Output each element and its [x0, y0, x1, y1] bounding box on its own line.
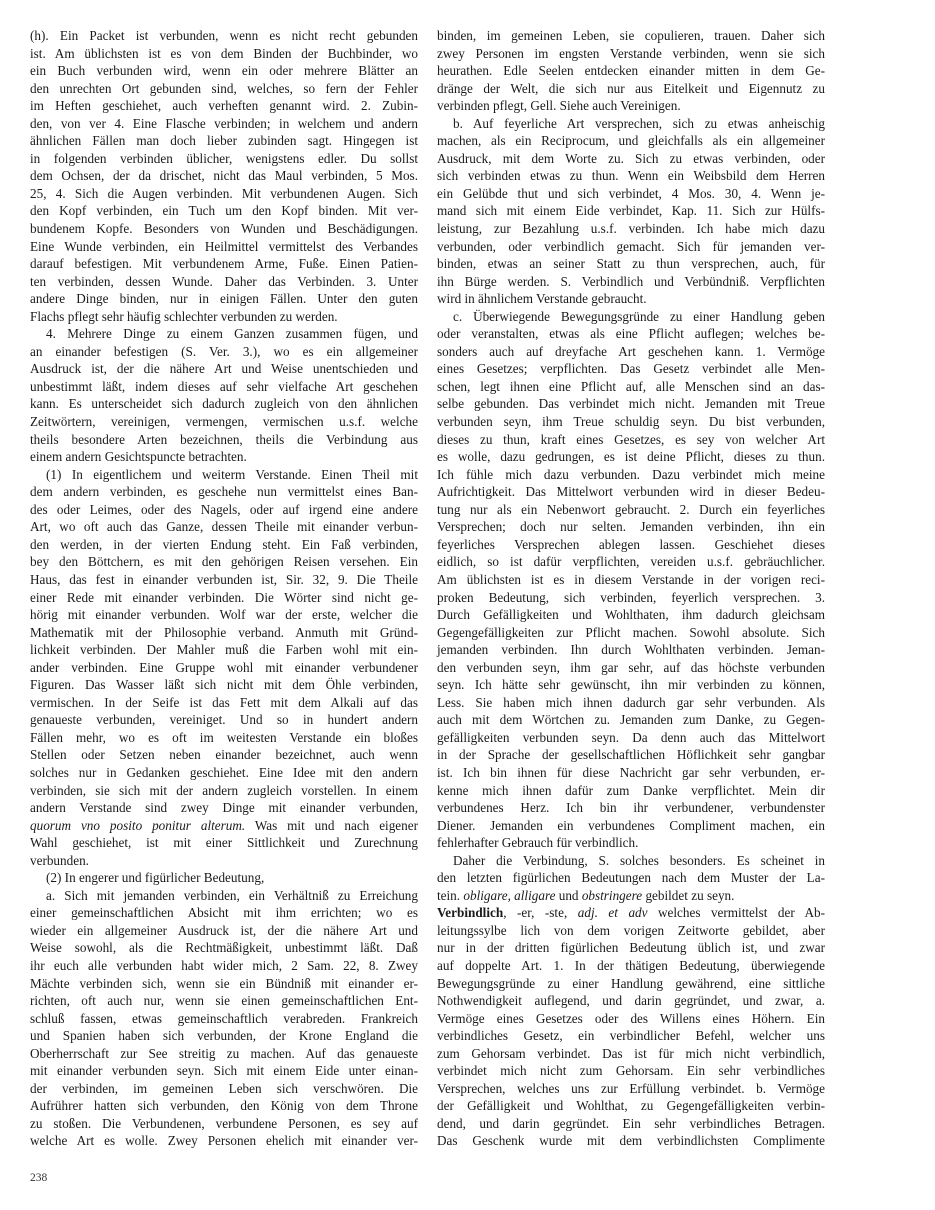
text-line: selbe gebunden. Das verbindet mich nicht. Jemanden mit Treue	[437, 396, 825, 412]
text-line: verbinden, sie sich mit der andern zugleich vorstellen. In einem	[30, 782, 418, 798]
text-line: Wahl geschiehet, ist mit einer Sittlichkeit und Zurechnung	[30, 835, 418, 851]
text-line: ihr euch alle verbunden habt wider mich, 2 Sam. 22, 8. Zwey	[30, 957, 418, 973]
text-line: solches nur in Gedanken geschiehet. Eine Idee mit den andern	[30, 764, 418, 780]
text-line: Aufrichtigkeit. Das Mittelwort verbunden wird in dieser Bedeu-	[437, 484, 825, 500]
text-line: wird in ähnlichem Verstande gebraucht.	[437, 291, 647, 307]
text-line: dieses zu thun, kraft eines Gesetzes, es sey von welcher Art	[437, 431, 825, 447]
text-line: Mathematik mit der Philosophie verband. Anmuth mit Gründ-	[30, 624, 418, 640]
text-line: dem Ochsen, der da drischet, nicht das Maul verbinden, 5 Mos.	[30, 168, 418, 184]
text-segment: gebildet zu seyn.	[642, 887, 735, 903]
text-line: bey den Böttchern, es mit den gehörigen Reisen versehen. Ein	[30, 554, 418, 570]
italic-term: obligare, alligare	[463, 887, 556, 903]
text-line: andere Dinge binden, nur in einigen Fällen. Unter den guten	[30, 291, 418, 307]
text-line: Gegengefälligkeiten zur Pflicht machen. Sowohl absolute. Sich	[437, 624, 825, 640]
text-line: leitungssylbe lich von dem vorigen Zeitworte gebildet, aber	[437, 922, 825, 938]
text-line: genaueste verbunden, vereiniget. Und so in hundert andern	[30, 712, 418, 728]
text-line: verbindet mich nicht zum Gehorsam. Ein sehr verbindliches	[437, 1063, 825, 1079]
text-line: ten verbinden, dessen Wunde. Daher das Verbinden. 3. Unter	[30, 273, 418, 289]
text-line: ist. Ich bin ihnen für diese Nachricht gar sehr verbunden, er-	[437, 764, 825, 780]
text-line: des oder Leimes, oder des Nagels, oder auf irgend eine andere	[30, 501, 418, 517]
text-line: Bewegungsgründe zu einer Handlung gewährend, eine sittliche	[437, 975, 825, 991]
text-line: ander verbinden. Eine Gruppe wohl mit einander verbundener	[30, 659, 418, 675]
right-column	[437, 27, 825, 1150]
text-line: nur in der dritten figürlichen Bedeutung üblich ist, und zwar	[437, 940, 825, 956]
text-line: zum Gehorsam verbindet. Das ist für mich nicht verbindlich,	[437, 1045, 825, 1061]
text-line: schen, legt ihnen eine Pflicht auf, alle Menschen sind an das-	[437, 378, 825, 394]
text-line: (1) In eigentlichem und weiterm Verstande. Einen Theil mit	[46, 466, 418, 482]
text-line: den letzten figürlichen Bedeutungen nach dem Muster der La-	[437, 870, 825, 886]
text-line	[437, 904, 825, 922]
text-line: kann. Es unterscheidet sich dadurch zugleich von den ähnlichen	[30, 396, 418, 412]
italic-term: obstringere	[581, 887, 643, 903]
text-line: den unrechten Ort gebunden sind, welches, so fern der Fehler	[30, 80, 418, 96]
text-line: Ausdruck ist, der die nähere Art und Weise unentschieden und	[30, 361, 418, 377]
text-line: vermischen. In der Seife ist das Fett mit dem Alkali auf das	[30, 694, 418, 710]
text-line: jemanden verbinden. Ihn durch Wohlthaten verbinden. Jeman-	[437, 642, 825, 658]
text-line: 25, 4. Sich die Augen verbinden. Mit verbundenen Augen. Sich	[30, 185, 418, 201]
text-line: Das Geschenk wurde mit dem verbindlichsten Complimente	[437, 1133, 825, 1149]
text-line: dränge der Welt, die sich nur aus Eitelkeit und Eigennutz zu	[437, 80, 825, 96]
text-line: Less. Sie haben mich ihnen dadurch gar sehr verbunden. Als	[437, 694, 825, 710]
page-number: 238	[30, 1172, 48, 1184]
text-line: im Heften geschiehet, auch verheften genannt wird. 2. Zubin-	[30, 98, 418, 114]
text-line: seyn. Ich hätte sehr gewünscht, ihn mir verbinden zu können,	[437, 677, 825, 693]
text-line: Weise sowohl, als die Rechtmäßigkeit, unbestimmt läßt. Daß	[30, 940, 418, 956]
text-line: mand sich mit einem Eide verbindet, Kap. 11. Sich zur Hülfs-	[437, 203, 825, 219]
text-line: mit einander verbunden seyn. Sich mit einem Eide unter einan-	[30, 1063, 418, 1079]
text-line: ihn Bürge werden. S. Verbindlich und Verbündniß. Verpflichten	[437, 273, 825, 289]
text-line: b. Auf feyerliche Art versprechen, sich zu etwas anheischig	[453, 115, 825, 131]
text-line: leistung, zur Bezahlung u.s.f. verbinden. Ich habe mich dazu	[437, 221, 825, 237]
text-line: bundenem Kopfe. Besonders von Wunden und Beschädigungen.	[30, 221, 418, 237]
left-column	[30, 27, 418, 1150]
text-line: (2) In engerer und figürlicher Bedeutung,	[46, 870, 265, 886]
text-line: Versprechen; doch nur selten. Jemanden verbinden, ihn ein	[437, 519, 825, 535]
text-line: Art, wo oft auch das Ganze, dessen Theile mit einander verbun-	[30, 519, 418, 535]
text-line: hörig mit einander verbunden. Wolf war der erste, welcher die	[30, 607, 418, 623]
text-line: dem andern verbinden, es geschehe nun vermittelst eines Ban-	[30, 484, 418, 500]
text-line: gefälligkeiten verbunden seyn. Da denn auch das Mittelwort	[437, 729, 825, 745]
text-line: Oberherrschaft zur See streitig zu machen. Auf das genaueste	[30, 1045, 418, 1061]
text-line: schluß fassen, etwas gemeinschaftlich verabreden. Frankreich	[30, 1010, 418, 1026]
text-line: Durch Gefälligkeiten und Wohlthaten, ihm dadurch gleichsam	[437, 607, 825, 623]
text-line: unbestimmt läßt, indem dieses auf sehr vielfache Art geschehen	[30, 378, 418, 394]
text-line: den verbunden seyn, ihm gar sehr, auf das höchste verbunden	[437, 659, 825, 675]
headword: Verbindlich	[437, 905, 504, 921]
latin-quote: quorum vno posito ponitur alterum.	[30, 817, 246, 833]
text-line: verbinden pflegt, Gell. Siehe auch Vereinigen.	[437, 98, 681, 114]
text-line: Fällen mehr, wo es oft im weitesten Verstande ein bloßes	[30, 729, 418, 745]
text-line: den werden, in der vierten Endung steht. Ein Faß verbinden,	[30, 536, 418, 552]
text-line: verbunden.	[30, 852, 89, 868]
text-line: machen, als ein Reciprocum, und gleichfalls als ein allgemeiner	[437, 133, 825, 149]
text-line: Daher die Verbindung, S. solches besonders. Es scheinet in	[453, 852, 825, 868]
text-line: einer gemeinschaftlichen Absicht mit ihm errichten; wo es	[30, 905, 418, 921]
text-line: Mächte verbinden sich, wenn sie ein Bündniß mit einander er-	[30, 975, 418, 991]
text-line: richten, oft auch nur, wenn sie einen gemeinschaftlichen Ent-	[30, 993, 418, 1009]
text-segment: Was mit und nach eigener	[245, 817, 418, 833]
text-line: Figuren. Das Wasser läßt sich nicht mit dem Öhle verbinden,	[30, 677, 418, 693]
text-line: Diener. Jemanden ein verbundenes Compliment machen, ein	[437, 817, 825, 833]
text-line: lichkeit verbinden. Der Mahler muß die Farben wohl mit ein-	[30, 642, 418, 658]
text-line: auch mit dem Wörtchen zu. Jemanden zum Danke, zu Gegen-	[437, 712, 825, 728]
text-line: Ausdruck, mit dem Worte zu. Sich zu etwas verbinden, oder	[437, 150, 825, 166]
text-line	[30, 817, 418, 835]
text-line: an einander befestigen (S. Ver. 3.), wo es ein allgemeiner	[30, 343, 418, 359]
text-line: es wolle, dazu gedrungen, es ist deine Pflicht, dieses zu thun.	[437, 449, 825, 465]
text-line: Nothwendigkeit auflegend, und darin gegründet, und zwar, a.	[437, 993, 825, 1009]
text-line: theils besondere Arten bezeichnen, theils die Verbindung aus	[30, 431, 418, 447]
italic-term: adj. et adv	[577, 905, 648, 921]
text-line: Aufrührer hatten sich verbunden, den König von dem Throne	[30, 1098, 418, 1114]
text-line: eidlich, so ist dafür verpflichten, vereiden u.s.f. gebräuchlicher.	[437, 554, 825, 570]
text-line: a. Sich mit jemanden verbinden, ein Verhältniß zu Erreichung	[46, 887, 418, 903]
text-line: Flachs pflegt sehr häufig schlechter verbunden zu werden.	[30, 308, 338, 324]
text-line	[437, 887, 825, 905]
text-line: der verbinden, im gemeinen Leben sich verschwören. Die	[30, 1080, 418, 1096]
text-line: heurathen. Edle Seelen entdecken einander mitten in dem Ge-	[437, 63, 825, 79]
text-line: binden, etwas an seiner Statt zu thun versprechen, auch, für	[437, 256, 825, 272]
text-line: Stellen oder Setzen neben einander bezeichnet, auch wenn	[30, 747, 418, 763]
text-line: ein Buch verbunden wird, wenn ein oder mehrere Blätter an	[30, 63, 418, 79]
text-line: Versprechen, welches uns zur Erfüllung verbindet. b. Vermöge	[437, 1080, 825, 1096]
text-line: dend, und darin gegründet. Ein sehr verbindliches Betragen.	[437, 1115, 825, 1131]
text-line: verbundenes Herz. Ich bin ihr verbundener, verbundenster	[437, 800, 825, 816]
text-line: 4. Mehrere Dinge zu einem Ganzen zusammen fügen, und	[46, 326, 418, 342]
text-line: zwey Personen im engsten Verstande verbinden, wenn sie sich	[437, 45, 825, 61]
text-line: in der Sprache der gesellschaftlichen Höflichkeit sehr gangbar	[437, 747, 825, 763]
text-line: einer Rede mit einander verbinden. Die Wörter sind nicht ge-	[30, 589, 418, 605]
text-line: ähnlichen Fällen man doch lieber zubinden sagt. Hingegen ist	[30, 133, 418, 149]
text-segment: tein.	[437, 887, 464, 903]
text-line: (h). Ein Packet ist verbunden, wenn es nicht recht gebunden	[30, 28, 418, 43]
text-line: oder veranstalten, etwas als eine Pflicht auflegen; welches be-	[437, 326, 825, 342]
text-line: eines Gesetzes; verpflichten. Das Gesetz verbindet alle Men-	[437, 361, 825, 377]
text-line: ist. Am üblichsten ist es von dem Binden der Buchbinder, wo	[30, 45, 418, 61]
text-line: auf doppelte Art. 1. In der thätigen Bedeutung, überwiegende	[437, 957, 825, 973]
text-line: darauf befestigen. Mit verbundenem Arme, Fuße. Einen Patien-	[30, 256, 418, 272]
text-line: Eine Wunde verbinden, ein Heilmittel vermittelst des Verbandes	[30, 238, 418, 254]
text-line: und Spanien haben sich verbunden, der Krone England die	[30, 1028, 418, 1044]
text-line: c. Überwiegende Bewegungsgründe zu einer Handlung geben	[453, 308, 825, 324]
text-line: sonders auch auf dreyfache Art geschehen kann. 1. Vermöge	[437, 343, 825, 359]
text-line: Haus, das fest in einander verbunden ist, Sir. 32, 9. Die Theile	[30, 571, 418, 587]
text-line: wieder ein allgemeiner Ausdruck ist, der die nähere Art und	[30, 922, 418, 938]
text-line: binden, im gemeinen Leben, sie copulieren, trauen. Daher sich	[437, 28, 825, 43]
text-line: verbunden seyn, ihm Treue schuldig seyn. Du bist verbunden,	[437, 414, 825, 430]
text-line: tung nur als ein Nebenwort gebraucht. 2. Durch ein feyerliches	[437, 501, 825, 517]
text-line: Ich fühle mich dazu verbunden. Dazu verbindet mich meine	[437, 466, 825, 482]
text-segment: , -er, -ste,	[503, 905, 578, 921]
text-line: zu stoßen. Die Verbundenen, verbundene Personen, es sey auf	[30, 1115, 418, 1131]
text-line: proken Bedeutung, sich verbinden, feyerlich versprechen. 3.	[437, 589, 825, 605]
text-segment: und	[555, 887, 582, 903]
text-line: der Gefälligkeit und Wohlthat, zu Gegengefälligkeiten verbin-	[437, 1098, 825, 1114]
text-line: in folgenden verbinden üblicher, wenigstens edler. Du sollst	[30, 150, 418, 166]
text-line: verbindliches Gesetz, ein verbindlicher Befehl, welcher uns	[437, 1028, 825, 1044]
text-line: den Kopf verbinden, ein Tuch um den Kopf binden. Mit ver-	[30, 203, 418, 219]
text-line: andern Verstande sind zwey Dinge mit einander verbunden,	[30, 800, 418, 816]
text-line: den, von ver 4. Eine Flasche verbinden; in welchem und andern	[30, 115, 418, 131]
text-line: verbunden, oder verbindlich gemacht. Sich für jemanden ver-	[437, 238, 825, 254]
text-line: sich verbinden etwas zu thun. Wenn ein Weibsbild dem Herren	[437, 168, 825, 184]
text-line: welche Art es wolle. Zwey Personen ehelich mit einander ver-	[30, 1133, 418, 1149]
text-line: Vermöge eines Gesetzes oder des Willens eines Höhern. Ein	[437, 1010, 825, 1026]
text-line: fehlerhafter Gebrauch für verbindlich.	[437, 835, 639, 851]
text-line: Zeitwörtern, vereinigen, vermengen, vermischen u.s.f. welche	[30, 414, 418, 430]
text-line: einem andern Gesichtspuncte betrachten.	[30, 449, 247, 465]
text-line: kenne mich ihnen dafür zum Danke verpflichtet. Mein dir	[437, 782, 825, 798]
text-line: ein Gelübde thut und sich verbindet, 4 Mos. 30, 4. Wenn je-	[437, 185, 825, 201]
text-line: Am üblichsten ist es in diesem Verstande in der vorigen reci-	[437, 571, 825, 587]
text-segment: welches vermittelst der Ab-	[647, 905, 825, 921]
text-line: feyerliches Versprechen ablegen lassen. Geschiehet dieses	[437, 536, 825, 552]
